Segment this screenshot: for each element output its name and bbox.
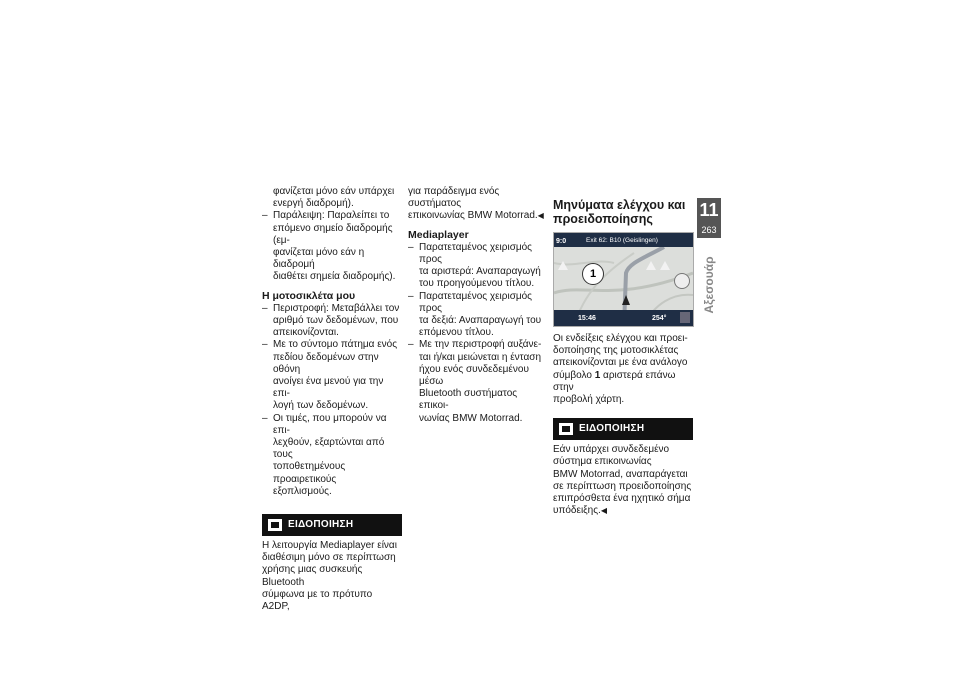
- text-line: [553, 505, 693, 517]
- warning-triangle-icon: [660, 261, 670, 270]
- text-span: επικοινωνίας BMW Motorrad.: [408, 210, 538, 222]
- text-line: BMW Motorrad, αναπαράγεται: [553, 468, 688, 480]
- chapter-title-vertical: [698, 240, 720, 330]
- text-line: φανίζεται μόνο εάν η διαδρομή: [273, 247, 365, 271]
- text-line: λεχθούν, εξαρτώνται από τους: [273, 437, 385, 461]
- text-line: – Οι τιμές, που μπορούν να επι-: [273, 412, 387, 436]
- text-line: – Με το σύντομο πάτημα ενός: [273, 339, 398, 351]
- nav-arrival-time: 15:46: [578, 315, 596, 322]
- text-line: [553, 370, 693, 394]
- mediaplayer-list: [408, 242, 548, 425]
- text-line: απεικονίζονται με ένα ανάλογο: [553, 357, 688, 369]
- chapter-title: Αξεσουάρ: [702, 256, 716, 314]
- notice-title: ΕΙΔΟΠΟΙΗΣΗ: [288, 518, 354, 530]
- continued-text: [262, 186, 402, 210]
- page-number: 263: [701, 225, 717, 235]
- list-item: [408, 291, 548, 340]
- nav-time: 9:0: [556, 238, 567, 245]
- text-line: Οι ενδείξεις ελέγχου και προει-: [553, 333, 688, 344]
- text-line: ανοίγει ένα μενού για την επι-: [273, 376, 384, 400]
- section-heading-warnings: [553, 198, 693, 226]
- warning-triangle-icon: [558, 261, 568, 270]
- navigation-screen-image: [553, 232, 694, 327]
- my-motorcycle-list: [262, 303, 402, 498]
- section-heading-mediaplayer: Mediaplayer: [408, 228, 469, 241]
- end-mark-icon: ◀: [600, 506, 607, 516]
- nav-bottom-bar: [554, 310, 693, 326]
- text-span: αριστερά επάνω στην: [553, 369, 676, 393]
- column-2: [408, 186, 548, 425]
- text-line: Εάν υπάρχει συνδεδεμένο: [553, 444, 670, 456]
- list-item: [262, 303, 402, 340]
- speaker-icon: [674, 273, 690, 289]
- column-1: [262, 186, 402, 613]
- text-line: επόμενο σημείο διαδρομής (εμ-: [273, 222, 393, 246]
- text-line: Bluetooth συστήματος επικοι-: [419, 388, 518, 412]
- text-line: πεδίου δεδομένων στην οθόνη: [273, 351, 379, 375]
- position-arrow-icon: [622, 295, 630, 305]
- callout-badge: 1: [582, 263, 604, 285]
- notice-box: [262, 514, 402, 536]
- heading-line: Μηνύματα ελέγχου και: [553, 198, 686, 212]
- text-line: τα δεξιά: Αναπαραγωγή του: [419, 315, 542, 327]
- text-line: φανίζεται μόνο εάν υπάρχει: [273, 186, 395, 197]
- text-line: ενεργή διαδρομή).: [273, 198, 354, 210]
- text-line: αριθμό των δεδομένων, που: [273, 315, 399, 327]
- text-line: – Με την περιστροφή αυξάνε-: [419, 339, 542, 351]
- notice-box: [553, 418, 693, 440]
- text-line: διαθέτει σημεία διαδρομής).: [273, 271, 396, 283]
- notice-book-icon: [268, 519, 282, 531]
- section-heading-my-motorcycle: Η μοτοσικλέτα μου: [262, 289, 356, 302]
- nav-heading-value: 254°: [652, 315, 667, 322]
- list-item: [408, 242, 548, 291]
- text-line: – Παρατεταμένος χειρισμός προς: [419, 290, 533, 314]
- text-line: απεικονίζονται.: [273, 327, 339, 339]
- list-item: [262, 339, 402, 412]
- text-line: σύστημα επικοινωνίας: [553, 456, 652, 468]
- list-item: [408, 339, 548, 424]
- text-line: Η λειτουργία Mediaplayer είναι: [262, 540, 397, 552]
- text-line: – Παράλειψη: Παραλείπει το: [273, 210, 390, 222]
- nav-exit-text: Exit 62: B10 (Geislingen): [586, 237, 658, 244]
- text-line: προβολή χάρτη.: [553, 394, 625, 406]
- symbol-number: 1: [594, 369, 601, 381]
- text-line: δοποίησης της μοτοσικλέτας: [553, 345, 679, 357]
- text-line: χρήσης μιας συσκευής Bluetooth: [262, 564, 363, 588]
- text-line: [408, 210, 548, 222]
- text-line: επόμενου τίτλου.: [419, 327, 494, 339]
- heading-line: προειδοποίησης: [553, 212, 653, 226]
- text-line: τοποθετημένους προαιρετικούς: [273, 461, 346, 485]
- menu-icon: [680, 312, 690, 323]
- text-line: λογή των δεδομένων.: [273, 400, 369, 412]
- notice-book-icon: [559, 423, 573, 435]
- text-line: για παράδειγμα ενός συστήματος: [408, 186, 500, 210]
- list-item: [262, 210, 402, 283]
- chapter-number: 11: [699, 200, 719, 220]
- text-line: εξοπλισμούς.: [273, 485, 332, 497]
- text-line: νωνίας BMW Motorrad.: [419, 412, 523, 424]
- text-line: – Περιστροφή: Μεταβάλλει τον: [273, 302, 400, 314]
- text-line: ήχου ενός συνδεδεμένου μέσω: [419, 363, 529, 388]
- text-line: σε περίπτωση προειδοποίησης: [553, 480, 692, 492]
- text-line: τα αριστερά: Αναπαραγωγή: [419, 266, 541, 278]
- text-line: σύμφωνα με το πρότυπο A2DP,: [262, 588, 373, 613]
- skip-list: [262, 210, 402, 283]
- list-item: [262, 413, 402, 498]
- text-line: του προηγούμενου τίτλου.: [419, 278, 535, 290]
- text-span: σύμβολο: [553, 369, 595, 381]
- text-span: υπόδειξης.: [553, 505, 601, 517]
- text-line: επιπρόσθετα ένα ηχητικό σήμα: [553, 493, 691, 505]
- text-line: διαθέσιμη μόνο σε περίπτωση: [262, 552, 396, 564]
- end-mark-icon: ◀: [537, 211, 544, 221]
- column-3: [553, 186, 693, 517]
- warning-triangle-icon: [646, 261, 656, 270]
- notice-title: ΕΙΔΟΠΟΙΗΣΗ: [579, 423, 645, 435]
- text-line: – Παρατεταμένος χειρισμός προς: [419, 241, 533, 266]
- text-line: ται ή/και μειώνεται η ένταση: [419, 351, 542, 363]
